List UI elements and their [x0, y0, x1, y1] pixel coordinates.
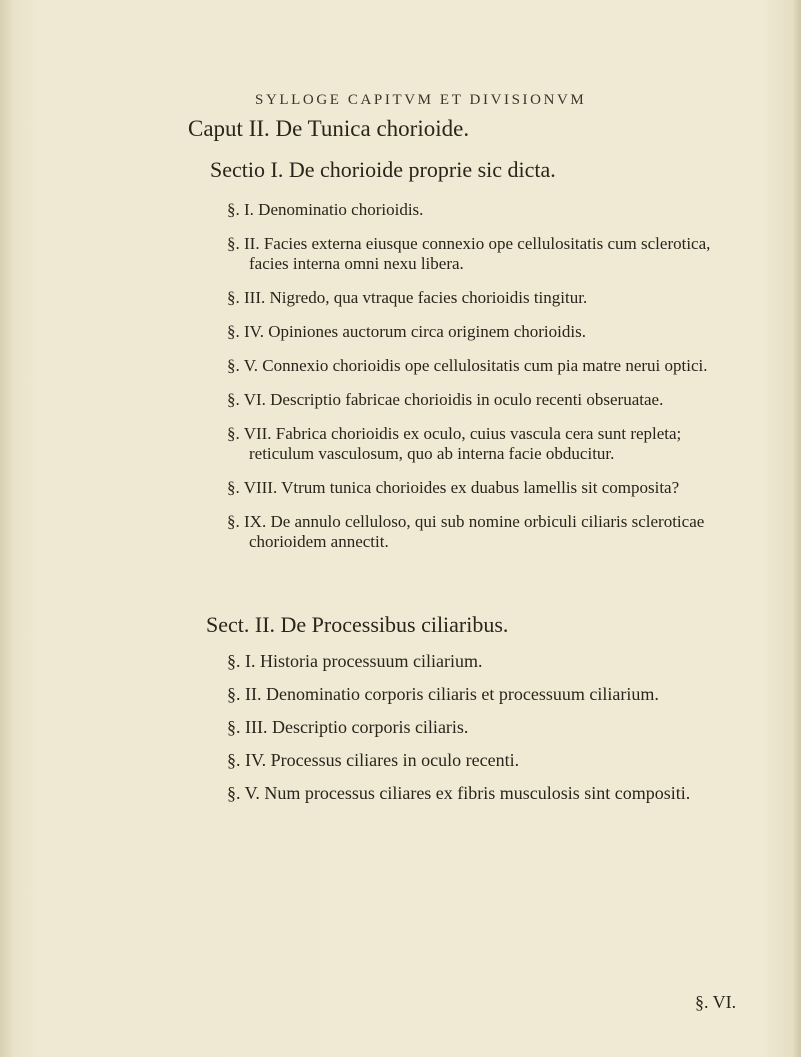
- list-item: §. VIII. Vtrum tunica chorioides ex duabus lamellis sit composita?: [227, 478, 680, 497]
- section-2-list: [227, 651, 737, 816]
- list-item: §. V. Num processus ciliares ex fibris musculosis sint compositi.: [227, 783, 691, 803]
- list-item: §. I. Historia processuum ciliarium.: [227, 651, 483, 671]
- list-item: §. III. Descriptio corporis ciliaris.: [227, 717, 469, 737]
- running-head: SYLLOGE CAPITVM ET DIVISIONVM: [255, 92, 587, 108]
- list-item: §. IV. Processus ciliares in oculo recenti.: [227, 750, 520, 770]
- page-edge-shadow: [793, 0, 801, 1057]
- list-item: §. III. Nigredo, qua vtraque facies chorioidis tingitur.: [227, 288, 588, 307]
- list-item: §. II. Facies externa eiusque connexio ope cellulositatis cum sclerotica, facies interna omni nexu libera.: [227, 234, 711, 273]
- list-item: §. VII. Fabrica chorioidis ex oculo, cuius vascula cera sunt repleta; reticulum vasculosum, quo ab interna facie obducitur.: [227, 424, 682, 463]
- page-gutter-shadow: [0, 0, 14, 1057]
- list-item: §. IV. Opiniones auctorum circa originem chorioidis.: [227, 322, 586, 341]
- list-item: §. I. Denominatio chorioidis.: [227, 200, 424, 219]
- list-item: §. II. Denominatio corporis ciliaris et processuum ciliarium.: [227, 684, 659, 704]
- list-item: §. VI. Descriptio fabricae chorioidis in oculo recenti obseruatae.: [227, 390, 664, 409]
- section-1-list: [227, 200, 737, 566]
- section-1-heading: Sectio I. De chorioide proprie sic dicta.: [210, 157, 556, 182]
- list-item: §. V. Connexio chorioidis ope cellulositatis cum pia matre nerui optici.: [227, 356, 708, 375]
- section-2-heading: Sect. II. De Processibus ciliaribus.: [206, 612, 509, 637]
- list-item: §. IX. De annulo celluloso, qui sub nomine orbiculi ciliaris scleroticae chorioidem annectit.: [227, 512, 705, 551]
- chapter-title: Caput II. De Tunica chorioide.: [188, 116, 470, 141]
- catchword: §. VI.: [695, 992, 737, 1012]
